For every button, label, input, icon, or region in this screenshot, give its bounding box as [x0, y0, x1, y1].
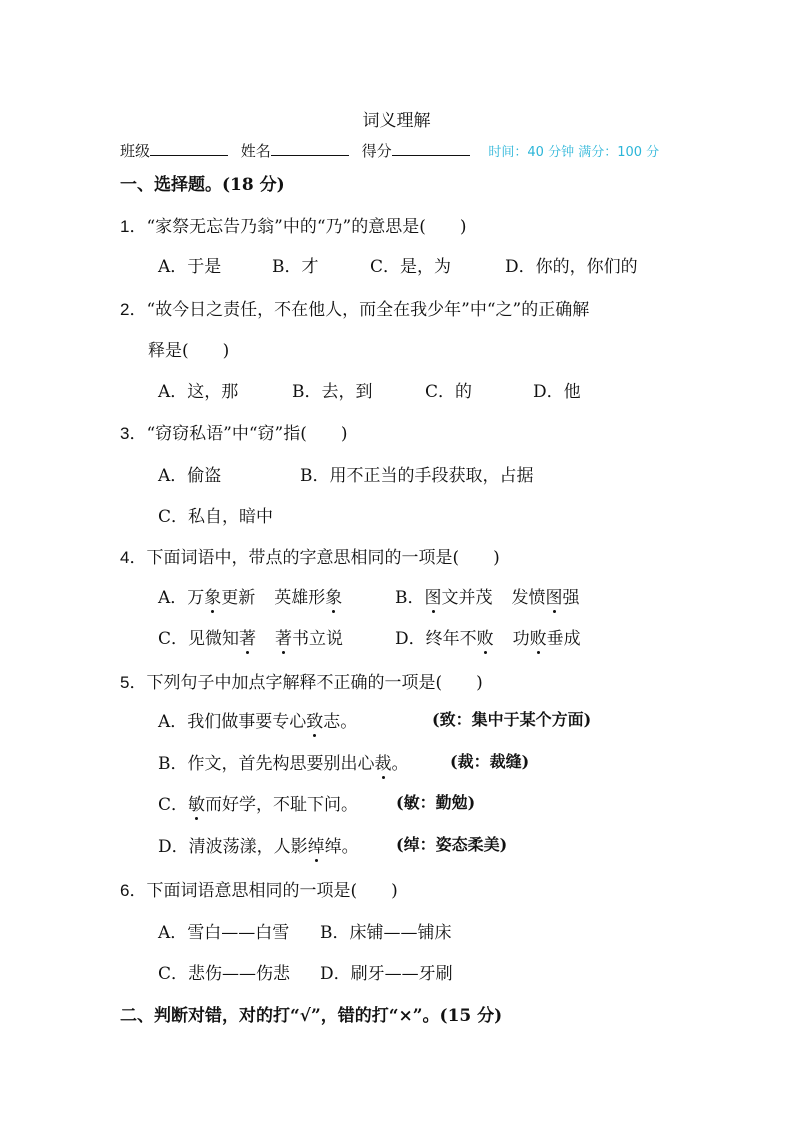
- page-title: 词义理解: [362, 111, 431, 131]
- q4-a-word1-post: 更新: [221, 588, 256, 608]
- q3-text: “窃窃私语”中“窃”指( ): [146, 424, 348, 444]
- q5-d-dotted: 绰: [308, 832, 325, 857]
- q2-text-line2: 释是( ): [148, 341, 230, 361]
- q4-a-word1-pre: 万: [187, 588, 205, 608]
- q5-number: 5．: [120, 673, 147, 692]
- question-2: [120, 295, 589, 320]
- q4-c-word2-dotted: 著: [275, 624, 292, 649]
- time-info: 时间：40 分钟 满分：100 分: [488, 145, 660, 160]
- q3-option-b[interactable]: B．用不正当的手段获取，占据: [300, 466, 534, 486]
- q6-number: 6．: [120, 881, 147, 900]
- q2-option-b[interactable]: B．去，到: [292, 382, 373, 402]
- section2-title: 二、判断对错，对的打“√”，错的打“×”。(15 分): [120, 1006, 503, 1026]
- q5-d-note: (绰：姿态柔美): [396, 835, 508, 854]
- q5-option-c[interactable]: [158, 790, 358, 815]
- q4-c-word1-dotted: 著: [239, 624, 256, 649]
- q5-c-dotted: 敏: [188, 790, 205, 815]
- q6-option-b[interactable]: B．床铺——铺床: [320, 923, 452, 943]
- q5-c-label: C．: [158, 795, 189, 815]
- name-label: 姓名: [240, 142, 271, 160]
- q4-d-word2-post: 垂成: [546, 629, 581, 649]
- q4-option-c[interactable]: [158, 624, 343, 649]
- q1-option-c[interactable]: C．是，为: [370, 257, 452, 277]
- q5-d-label: D．: [158, 837, 189, 857]
- q3-number: 3．: [120, 424, 147, 443]
- q2-option-c[interactable]: C．的: [425, 382, 473, 402]
- q4-option-d[interactable]: [395, 624, 581, 649]
- q5-b-post: 。: [391, 754, 409, 774]
- q4-d-word1-pre: 终年不: [425, 629, 477, 649]
- q6-option-d[interactable]: D．刷牙——牙刷: [320, 964, 453, 984]
- q2-option-d[interactable]: D．他: [533, 382, 581, 402]
- question-1: [120, 212, 467, 237]
- q1-option-d[interactable]: D．你的，你们的: [505, 257, 638, 277]
- question-6: [120, 876, 398, 901]
- q4-c-word1-pre: 见微知: [188, 629, 240, 649]
- q6-text: 下面词语意思相同的一项是( ): [146, 881, 398, 901]
- q4-a-word1-dotted: 象: [204, 583, 221, 608]
- q4-number: 4．: [120, 548, 147, 567]
- q5-a-pre: 我们做事要专心: [187, 712, 307, 732]
- q5-a-post: 志。: [323, 712, 358, 732]
- q4-c-word2-post: 书立说: [292, 629, 344, 649]
- q4-a-word2-pre: 英雄形: [274, 588, 326, 608]
- q5-b-dotted: 裁: [375, 749, 392, 774]
- q4-b-word2-pre: 发愤: [511, 588, 546, 608]
- info-line: [120, 140, 659, 161]
- q5-d-post: 绰。: [324, 837, 359, 857]
- q4-option-a[interactable]: [158, 583, 342, 608]
- q2-option-a[interactable]: A．这，那: [158, 382, 239, 402]
- q4-option-b[interactable]: [395, 583, 580, 608]
- q1-option-b[interactable]: B．才: [272, 257, 319, 277]
- q4-d-word1-dotted: 败: [477, 624, 494, 649]
- q5-text: 下列句子中加点字解释不正确的一项是( ): [146, 673, 483, 693]
- question-3: [120, 419, 348, 444]
- q5-a-dotted: 致: [306, 707, 323, 732]
- q4-text: 下面词语中，带点的字意思相同的一项是( ): [146, 548, 500, 568]
- q4-a-word2-dotted: 象: [325, 583, 342, 608]
- question-4: [120, 543, 500, 568]
- q5-c-note: (敏：勤勉): [396, 793, 476, 812]
- q5-option-d[interactable]: [158, 832, 359, 857]
- q5-d-pre: 清波荡漾，人影: [188, 837, 308, 857]
- q5-b-note: (裁：裁缝): [450, 752, 530, 771]
- q4-b-word2-dotted: 图: [546, 583, 563, 608]
- name-blank[interactable]: [271, 141, 349, 156]
- q3-option-c[interactable]: C．私自，暗中: [158, 507, 274, 527]
- q5-option-b[interactable]: [158, 749, 409, 774]
- class-label: 班级: [120, 142, 151, 160]
- section1-title: 一、选择题。(18 分): [120, 175, 285, 195]
- q4-b-label: B．: [395, 588, 425, 608]
- q4-b-word1-dotted: 图: [425, 583, 442, 608]
- q5-a-label: A．: [158, 712, 188, 732]
- class-blank[interactable]: [150, 141, 228, 156]
- q5-c-post: 而好学，不耻下问。: [205, 795, 359, 815]
- q4-d-word2-pre: 功: [512, 629, 530, 649]
- q5-b-pre: 作文，首先构思要别出心: [187, 754, 375, 774]
- score-label: 得分: [361, 142, 392, 160]
- q5-a-note: (致：集中于某个方面): [432, 710, 592, 729]
- q1-number: 1．: [120, 217, 147, 236]
- q2-text-line1: “故今日之责任，不在他人，而全在我少年”中“之”的正确解: [146, 300, 590, 320]
- q2-number: 2．: [120, 300, 147, 319]
- q5-option-a[interactable]: [158, 707, 357, 732]
- q1-option-a[interactable]: A．于是: [158, 257, 222, 277]
- q1-text: “家祭无忘告乃翁”中的“乃”的意思是( ): [146, 217, 467, 237]
- q3-option-a[interactable]: A．偷盗: [158, 466, 222, 486]
- q4-d-label: D．: [395, 629, 426, 649]
- q4-b-word2-post: 强: [562, 588, 580, 608]
- q6-option-a[interactable]: A．雪白——白雪: [158, 923, 290, 943]
- q5-b-label: B．: [158, 754, 188, 774]
- question-5: [120, 668, 483, 693]
- q4-c-label: C．: [158, 629, 189, 649]
- score-blank[interactable]: [392, 141, 470, 156]
- q4-d-word2-dotted: 败: [530, 624, 547, 649]
- q4-a-label: A．: [158, 588, 188, 608]
- q6-option-c[interactable]: C．悲伤——伤悲: [158, 964, 291, 984]
- q4-b-word1-post: 文并茂: [441, 588, 493, 608]
